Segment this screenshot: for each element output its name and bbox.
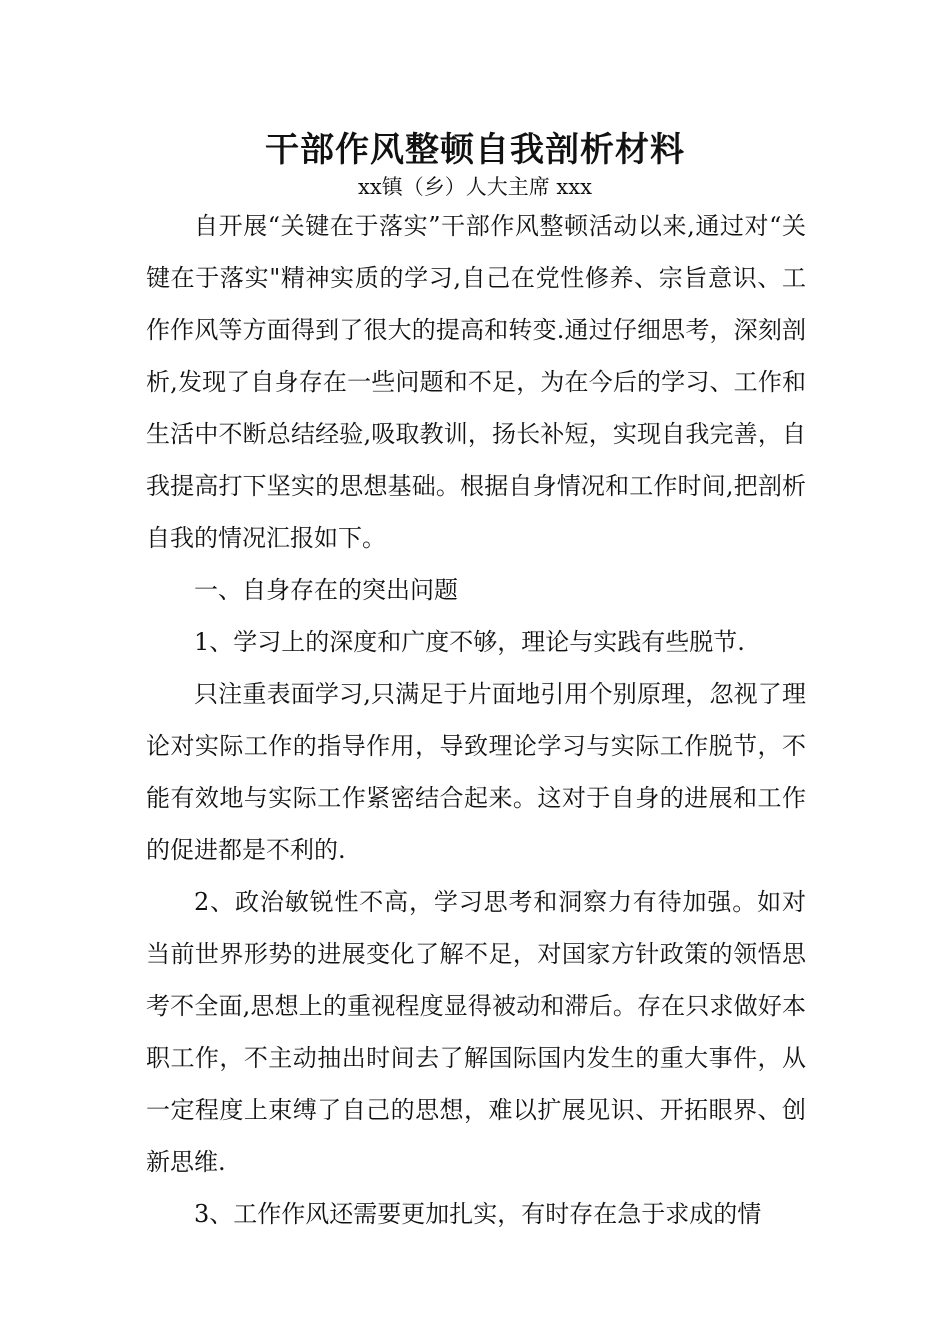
section-heading: 一、自身存在的突出问题	[194, 576, 458, 604]
document-subtitle: xx镇（乡）人大主席 xxx	[358, 175, 592, 199]
point-2-paragraph: 2、政治敏锐性不高，学习思考和洞察力有待加强。如对当前世界形势的进展变化了解不足，对国家方针政策的领悟思考不全面,思想上的重视程度显得被动和滞后。存在只求做好本职工作，不主动抽出时间去了解国际国内发生的重大事件，从一定程度上束缚了自己的思想，难以扩展见识、开拓眼界、创新思维.	[146, 888, 806, 1176]
point-1-heading: 1、学习上的深度和广度不够，理论与实践有些脱节.	[194, 628, 745, 656]
point-3-paragraph: 3、工作作风还需要更加扎实，有时存在急于求成的情	[194, 1200, 762, 1228]
document-body	[146, 200, 806, 1240]
intro-paragraph: 自开展“关键在于落实”干部作风整顿活动以来,通过对“关键在于落实"精神实质的学习,自己在党性修养、宗旨意识、工作作风等方面得到了很大的提高和转变.通过仔细思考，深刻剖析,发现了自身存在一些问题和不足，为在今后的学习、工作和生活中不断总结经验,吸取教训，扬长补短，实现自我完善，自我提高打下坚实的思想基础。根据自身情况和工作时间,把剖析自我的情况汇报如下。	[146, 212, 806, 552]
point-1-paragraph: 只注重表面学习,只满足于片面地引用个别原理，忽视了理论对实际工作的指导作用，导致理论学习与实际工作脱节，不能有效地与实际工作紧密结合起来。这对于自身的进展和工作的促进都是不利的.	[146, 680, 806, 864]
document-title: 干部作风整顿自我剖析材料	[265, 130, 685, 170]
